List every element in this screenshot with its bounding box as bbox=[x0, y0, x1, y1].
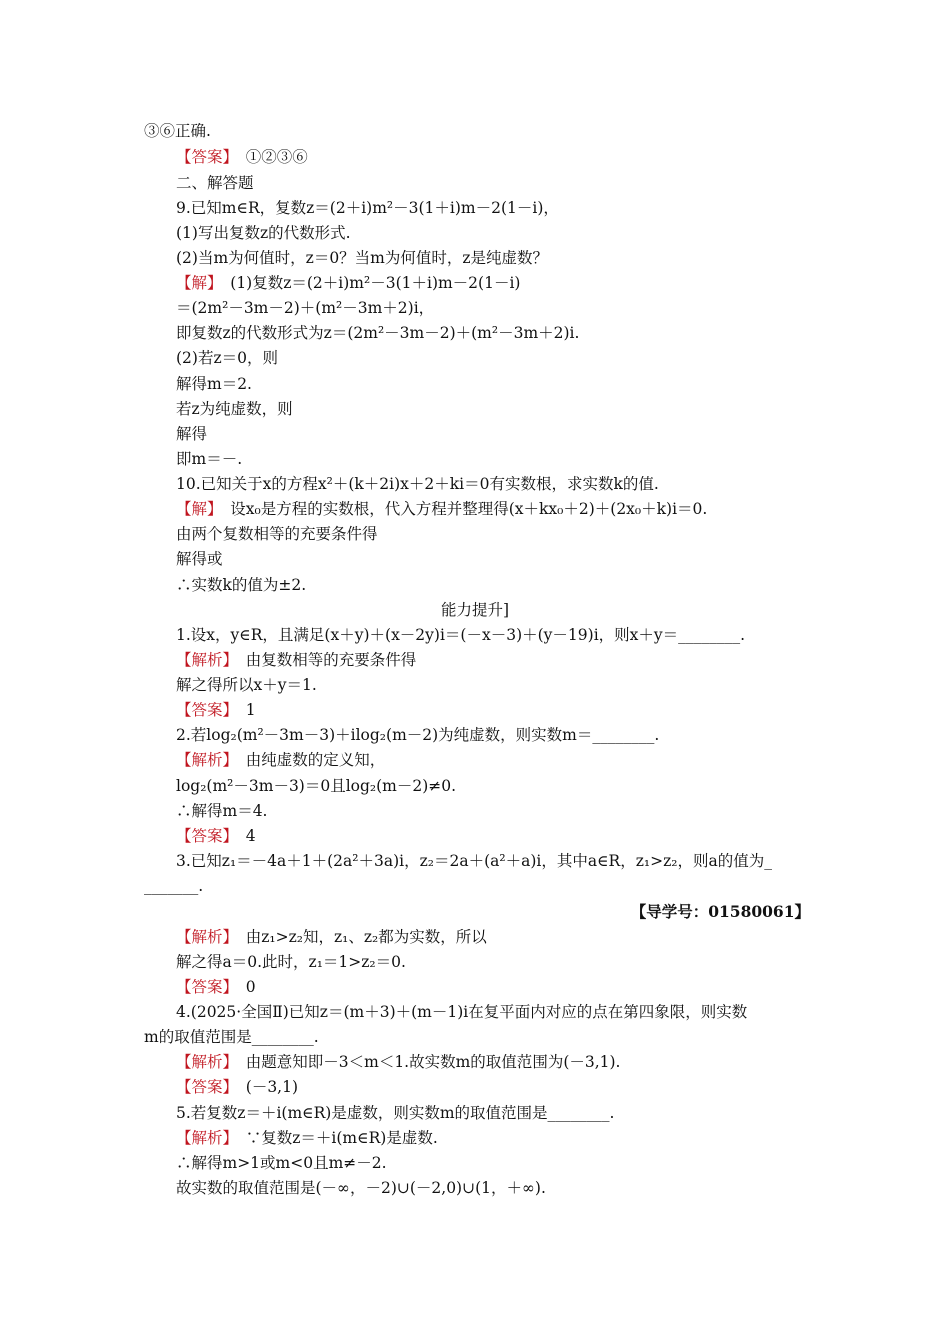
analysis-line bbox=[176, 1051, 620, 1073]
answer-text: (－3,1) bbox=[230, 1078, 299, 1096]
text-line: (1)写出复数z的代数形式. bbox=[176, 224, 351, 242]
analysis-line bbox=[176, 749, 385, 771]
answer-line bbox=[176, 699, 256, 721]
question-10: 10.已知关于x的方程x²＋(k＋2i)x＋2＋ki＝0有实数根，求实数k的值. bbox=[176, 475, 659, 493]
text-line: (2)若z＝0，则 bbox=[176, 349, 278, 367]
analysis-tag: 【解析】 bbox=[176, 928, 231, 946]
analysis-tag: 【解析】 bbox=[176, 1053, 231, 1071]
text-line: log₂(m²－3m－3)＝0且log₂(m－2)≠0. bbox=[176, 777, 457, 795]
analysis-text: 由纯虚数的定义知， bbox=[230, 751, 386, 769]
text-line: 若z为纯虚数，则 bbox=[176, 400, 293, 418]
question-9: 9.已知m∈R，复数z＝(2＋i)m²－3(1＋i)m－2(1－i)， bbox=[176, 199, 559, 217]
analysis-line bbox=[176, 1127, 438, 1149]
solution-tag: 【解】 bbox=[176, 500, 215, 518]
text-line: _______. bbox=[144, 877, 204, 895]
answer-text: 4 bbox=[230, 827, 256, 845]
text-line: ∴实数k的值为±2. bbox=[176, 576, 307, 594]
solution-text: (1)复数z＝(2＋i)m²－3(1＋i)m－2(1－i) bbox=[214, 274, 521, 292]
answer-tag: 【答案】 bbox=[176, 701, 231, 719]
answer-line bbox=[176, 976, 256, 998]
section-heading: 能力提升] bbox=[440, 601, 510, 619]
text-line: 解得 bbox=[176, 425, 208, 443]
text-line: 解之得a＝0.此时，z₁＝1>z₂＝0. bbox=[176, 953, 406, 971]
guide-number: 【导学号：01580061】 bbox=[630, 902, 810, 921]
text-line: 故实数的取值范围是(－∞，－2)∪(－2,0)∪(1，＋∞). bbox=[176, 1179, 546, 1197]
analysis-tag: 【解析】 bbox=[176, 751, 231, 769]
text-line: 解之得所以x＋y＝1. bbox=[176, 676, 317, 694]
answer-tag: 【答案】 bbox=[176, 827, 231, 845]
text-line: 即m＝－. bbox=[176, 450, 243, 468]
exercise-3: 3.已知z₁＝－4a＋1＋(2a²＋3a)i，z₂＝2a＋(a²＋a)i，其中a∈R，z₁>z₂，则a的值为_ bbox=[176, 852, 772, 870]
text-line: 即复数z的代数形式为z＝(2m²－3m－2)＋(m²－3m＋2)i. bbox=[176, 324, 580, 342]
analysis-tag: 【解析】 bbox=[176, 1129, 231, 1147]
solution-line bbox=[176, 272, 520, 294]
analysis-tag: 【解析】 bbox=[176, 651, 231, 669]
solution-line bbox=[176, 498, 707, 520]
text-line: ＝(2m²－3m－2)＋(m²－3m＋2)i， bbox=[176, 299, 435, 317]
answer-tag: 【答案】 bbox=[176, 148, 231, 166]
exercise-5: 5.若复数z＝＋i(m∈R)是虚数，则实数m的取值范围是________. bbox=[176, 1104, 615, 1122]
text-line: 解得或 bbox=[176, 550, 223, 568]
exercise-4: 4.(2025·全国Ⅱ)已知z＝(m＋3)＋(m－1)i在复平面内对应的点在第四象限，则实数 bbox=[176, 1003, 748, 1021]
text-line: ∴解得m＝4. bbox=[176, 802, 268, 820]
answer-text: 1 bbox=[230, 701, 256, 719]
text-line: (2)当m为何值时，z＝0？当m为何值时，z是纯虚数？ bbox=[176, 249, 549, 267]
answer-text: 0 bbox=[230, 978, 256, 996]
answer-line bbox=[176, 1076, 298, 1098]
text-line: 解得m＝2. bbox=[176, 375, 252, 393]
analysis-text: ∵复数z＝＋i(m∈R)是虚数. bbox=[230, 1129, 438, 1147]
exercise-2: 2.若log₂(m²－3m－3)＋ilog₂(m－2)为纯虚数，则实数m＝________. bbox=[176, 726, 660, 744]
analysis-text: 由z₁>z₂知，z₁、z₂都为实数，所以 bbox=[230, 928, 487, 946]
analysis-text: 由复数相等的充要条件得 bbox=[230, 651, 417, 669]
answer-text: ①②③⑥ bbox=[230, 148, 308, 166]
text-line: 由两个复数相等的充要条件得 bbox=[176, 525, 378, 543]
section-heading: 二、解答题 bbox=[176, 174, 254, 192]
analysis-line bbox=[176, 926, 487, 948]
text-line: ③⑥正确. bbox=[144, 122, 211, 140]
solution-text: 设x₀是方程的实数根，代入方程并整理得(x＋kx₀＋2)＋(2x₀＋k)i＝0. bbox=[214, 500, 708, 518]
exercise-1: 1.设x，y∈R，且满足(x＋y)＋(x－2y)i＝(－x－3)＋(y－19)i，则x＋y＝________. bbox=[176, 626, 746, 644]
answer-line bbox=[176, 825, 256, 847]
solution-tag: 【解】 bbox=[176, 274, 215, 292]
analysis-text: 由题意知即－3＜m＜1.故实数m的取值范围为(－3,1). bbox=[230, 1053, 621, 1071]
answer-line bbox=[176, 146, 308, 168]
text-line: ∴解得m>1或m<0且m≠－2. bbox=[176, 1154, 387, 1172]
answer-tag: 【答案】 bbox=[176, 1078, 231, 1096]
analysis-line bbox=[176, 649, 416, 671]
text-line: m的取值范围是________. bbox=[144, 1028, 319, 1046]
answer-tag: 【答案】 bbox=[176, 978, 231, 996]
